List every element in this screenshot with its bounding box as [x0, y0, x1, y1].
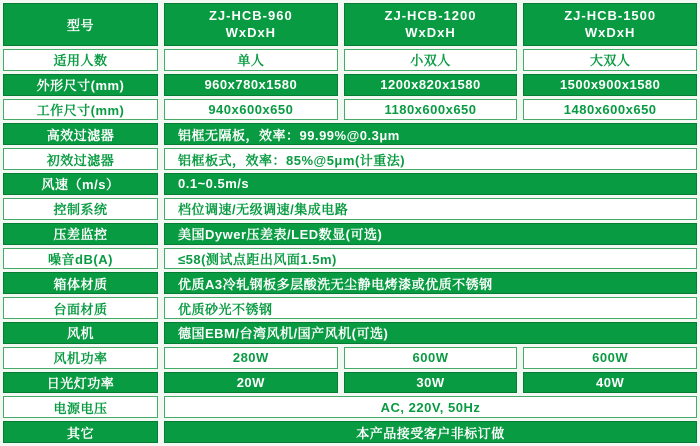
header-model-1200 — [344, 3, 518, 46]
row-label-air-velocity: 风速（m/s） — [3, 173, 158, 195]
cell-pressure-monitor: 美国Dywer压差表/LED数显(可选) — [164, 223, 697, 245]
cell-lamp-power-1200: 30W — [344, 372, 518, 394]
row-label-control-system: 控制系统 — [3, 198, 158, 220]
cell-fan: 德国EBM/台湾风机/国产风机(可选) — [164, 322, 697, 344]
cell-users-960: 单人 — [164, 49, 338, 71]
cell-fan-power-1200: 600W — [344, 347, 518, 369]
cell-users-1500: 大双人 — [523, 49, 697, 71]
cell-outer-dim-960: 960x780x1580 — [164, 74, 338, 96]
cell-other: 本产品接受客户非标订做 — [164, 421, 697, 443]
header-model-960-dims: WxDxH — [225, 24, 277, 40]
header-model-1500 — [523, 3, 697, 46]
row-label-pressure-monitor: 压差监控 — [3, 223, 158, 245]
header-model-1200-dims: WxDxH — [405, 24, 456, 40]
cell-users-1200: 小双人 — [344, 49, 518, 71]
cell-work-dim-960: 940x600x650 — [164, 99, 338, 121]
row-label-hepa-filter: 高效过滤器 — [3, 123, 158, 145]
row-label-cabinet-material: 箱体材质 — [3, 272, 158, 294]
cell-outer-dim-1200: 1200x820x1580 — [344, 74, 518, 96]
header-model-960-name: ZJ-HCB-960 — [208, 7, 293, 23]
cell-lamp-power-960: 20W — [164, 372, 338, 394]
header-model-label: 型号 — [3, 3, 158, 46]
row-label-fan: 风机 — [3, 322, 158, 344]
row-label-lamp-power: 日光灯功率 — [3, 372, 158, 394]
row-label-outer-dimensions: 外形尺寸(mm) — [3, 74, 158, 96]
cell-power-supply: AC, 220V, 50Hz — [164, 396, 697, 418]
cell-fan-power-960: 280W — [164, 347, 338, 369]
cell-lamp-power-1500: 40W — [523, 372, 697, 394]
row-label-noise: 噪音dB(A) — [3, 248, 158, 270]
cell-pre-filter: 铝框板式，效率：85%@5μm(计重法) — [164, 148, 697, 170]
spec-table — [3, 3, 697, 443]
cell-work-dim-1200: 1180x600x650 — [344, 99, 518, 121]
cell-noise: ≤58(测试点距出风面1.5m) — [164, 248, 697, 270]
cell-cabinet-material: 优质A3冷轧钢板多层酸洗无尘静电烤漆或优质不锈钢 — [164, 272, 697, 294]
header-model-1500-name: ZJ-HCB-1500 — [564, 7, 657, 23]
cell-air-velocity: 0.1~0.5m/s — [164, 173, 697, 195]
row-label-worktop-material: 台面材质 — [3, 297, 158, 319]
cell-work-dim-1500: 1480x600x650 — [523, 99, 697, 121]
row-label-work-dimensions: 工作尺寸(mm) — [3, 99, 158, 121]
row-label-users: 适用人数 — [3, 49, 158, 71]
cell-control-system: 档位调速/无级调速/集成电路 — [164, 198, 697, 220]
row-label-pre-filter: 初效过滤器 — [3, 148, 158, 170]
row-label-other: 其它 — [3, 421, 158, 443]
header-model-1500-dims: WxDxH — [584, 24, 636, 40]
header-model-1200-name: ZJ-HCB-1200 — [384, 7, 477, 23]
row-label-power-supply: 电源电压 — [3, 396, 158, 418]
cell-worktop-material: 优质砂光不锈钢 — [164, 297, 697, 319]
cell-outer-dim-1500: 1500x900x1580 — [523, 74, 697, 96]
cell-fan-power-1500: 600W — [523, 347, 697, 369]
header-model-960 — [164, 3, 338, 46]
cell-hepa-filter: 铝框无隔板，效率：99.99%@0.3μm — [164, 123, 697, 145]
row-label-fan-power: 风机功率 — [3, 347, 158, 369]
